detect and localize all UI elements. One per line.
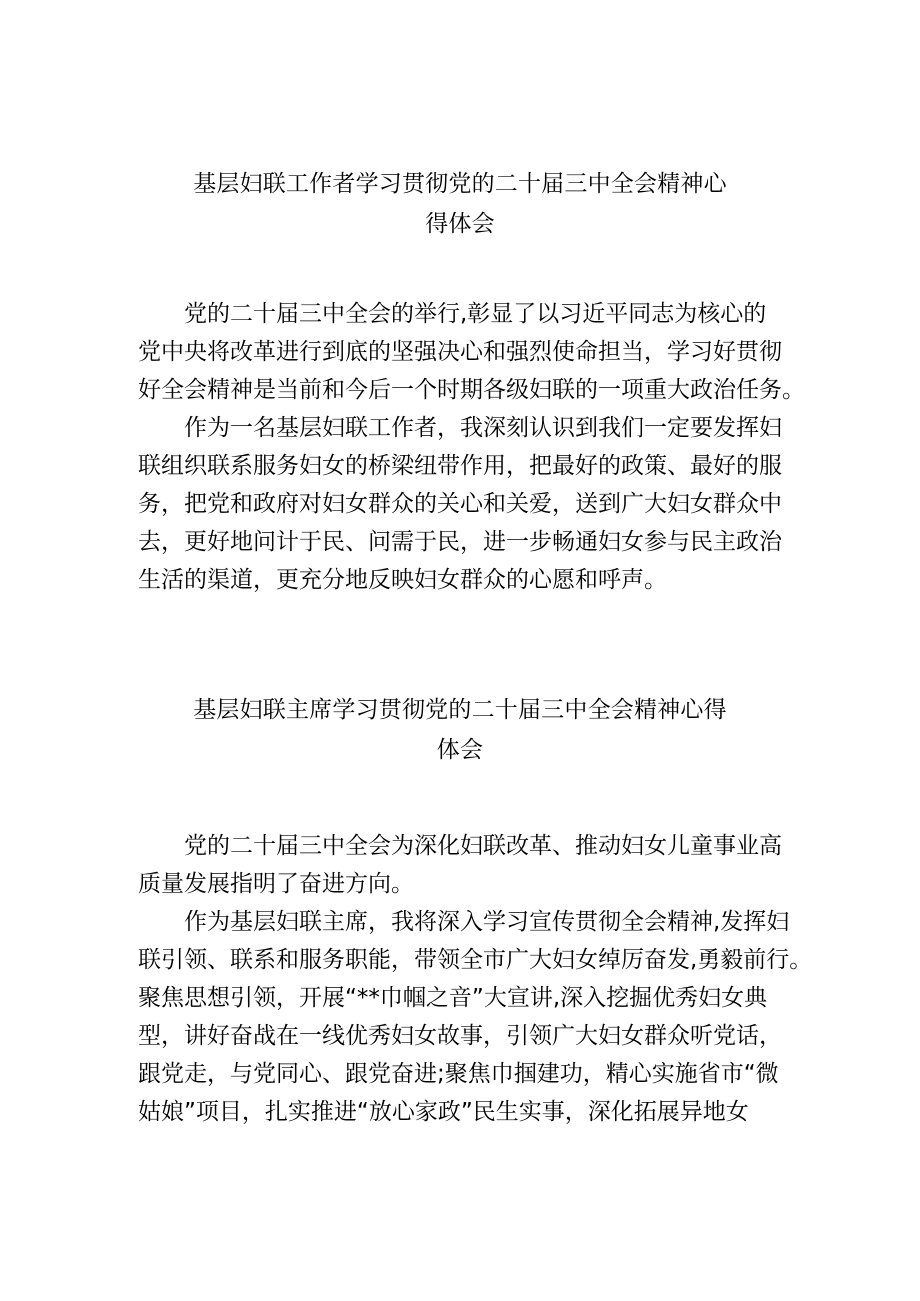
text-line: 姑娘”项目，扎实推进“放心家政”民生实事，深化拓展异地女 [138, 1099, 749, 1125]
text-line: 作为一名基层妇联工作者，我深刻认识到我们一定要发挥妇 [184, 415, 782, 441]
text-line: 党的二十届三中全会的举行,彰显了以习近平同志为核心的 [184, 301, 767, 327]
text-line: 好全会精神是当前和今后一个时期各级妇联的一项重大政治任务。 [138, 377, 805, 403]
section2-title-line-1: 基层妇联主席学习贯彻党的二十届三中全会精神心得 [193, 697, 727, 723]
section1-paragraph-1 [138, 295, 805, 409]
section1-title [0, 164, 920, 244]
section2-title [0, 690, 920, 770]
section2-paragraph-1 [138, 827, 798, 903]
text-line: 党的二十届三中全会为深化妇联改革、推动妇女儿童事业高 [184, 833, 782, 859]
text-line: 生活的渠道，更充分地反映妇女群众的心愿和呼声。 [138, 567, 667, 593]
text-line: 去，更好地问计于民、问需于民，进一步畅通妇女参与民主政治 [138, 529, 782, 555]
text-line: 务，把党和政府对妇女群众的关心和关爱，送到广大妇女群众中 [138, 491, 782, 517]
text-line: 质量发展指明了奋进方向。 [138, 871, 414, 897]
section1-paragraph-2 [138, 409, 798, 599]
text-line: 联组织联系服务妇女的桥梁纽带作用，把最好的政策、最好的服 [138, 453, 782, 479]
text-line: 联引领、联系和服务职能，带领全市广大妇女绰厉奋发,勇毅前行。 [138, 947, 813, 973]
text-line: 跟党走，与党同心、跟党奋进;聚焦巾掴建功，精心实施省市“微 [138, 1061, 779, 1087]
text-line: 聚焦思想引领，开展“**巾帼之音”大宣讲,深入挖掘优秀妇女典 [138, 985, 768, 1011]
text-line: 作为基层妇联主席，我将深入学习宣传贯彻全会精神,发挥妇 [184, 909, 790, 935]
section2-paragraph-2 [138, 903, 813, 1131]
section1-title-line-1: 基层妇联工作者学习贯彻党的二十届三中全会精神心 [193, 171, 727, 197]
section1-title-line-2: 得体会 [425, 211, 495, 237]
section2-title-line-2: 体会 [436, 737, 484, 763]
text-line: 党中央将改革进行到底的坚强决心和强烈使命担当，学习好贯彻 [138, 339, 782, 365]
text-line: 型，讲好奋战在一线优秀妇女故事，引领广大妇女群众听党话， [138, 1023, 782, 1049]
